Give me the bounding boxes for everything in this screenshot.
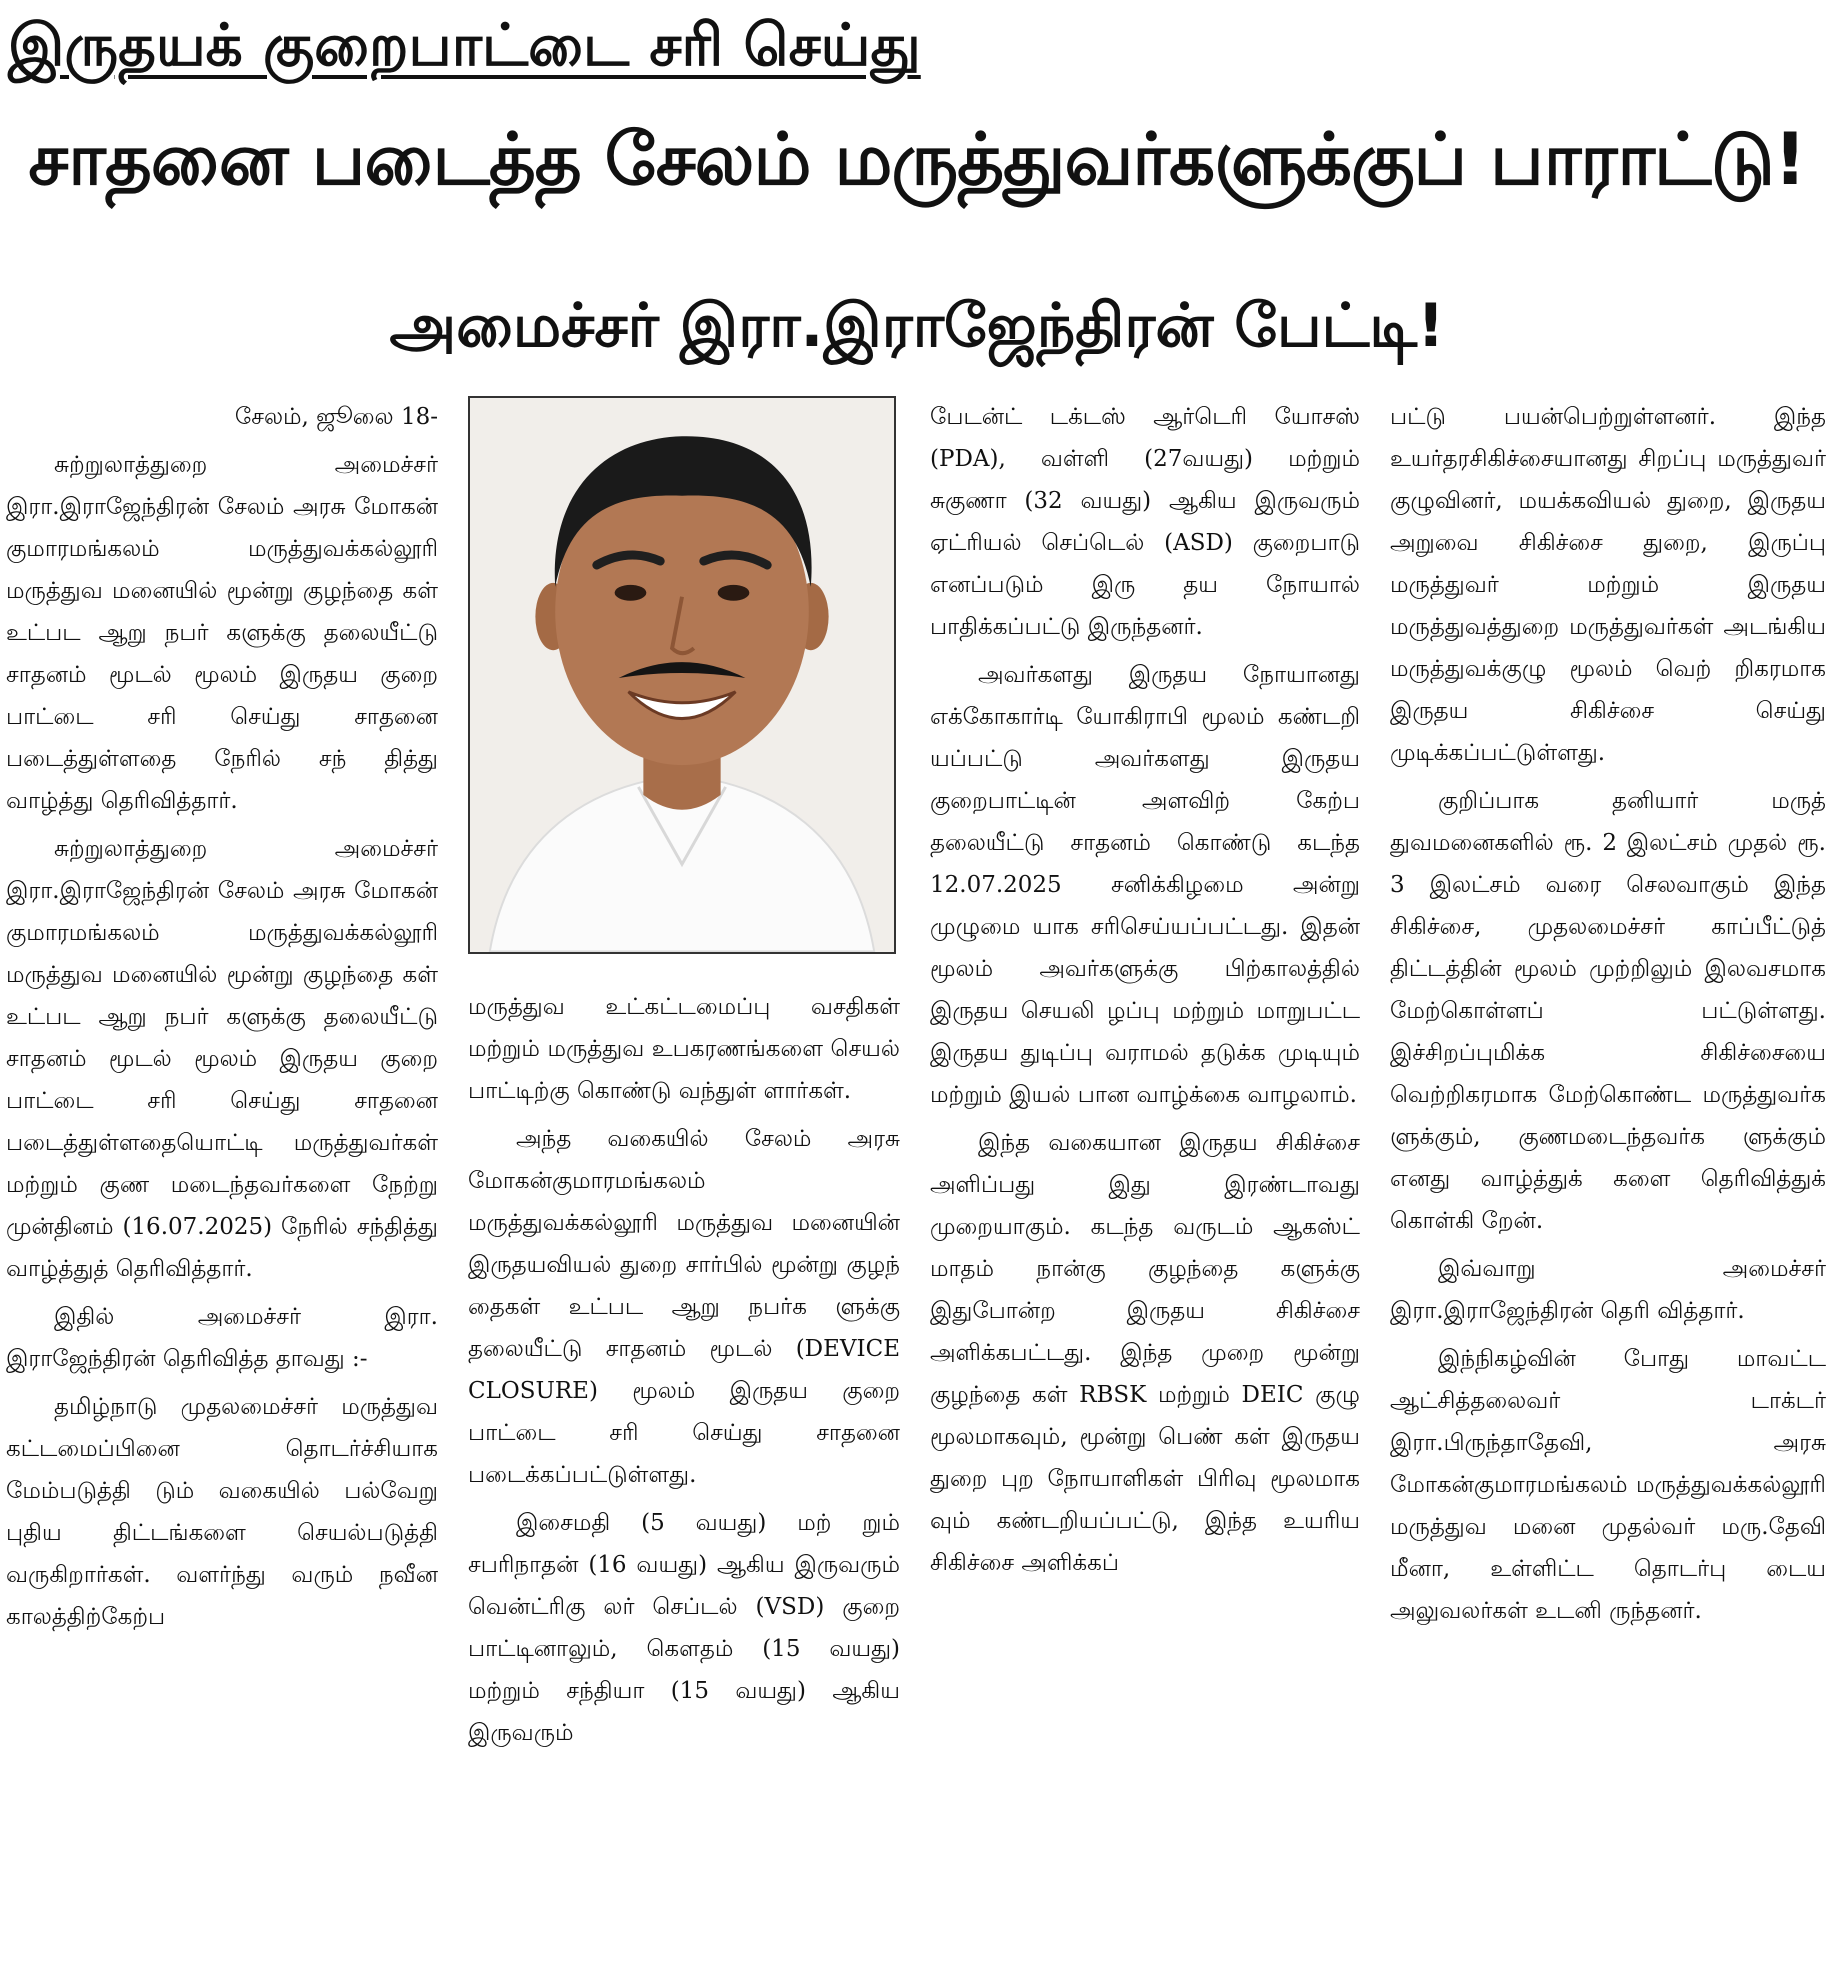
paragraph: இந்த வகையான இருதய சிகிச்சை அளிப்பது இது இரண்டாவது முறையாகும். கடந்த வருடம் ஆகஸ்ட் மாதம் நான்கு குழந்தை களுக்கு இதுபோன்ற இருதய சிகிச்சை அளிக்கபட்டது. இந்த முறை மூன்று குழந்தை கள் RBSK மற்றும் DEIC குழு மூலமாகவும், மூன்று பெண் கள் இருதய துறை புற நோயாளிகள் பிரிவு மூலமாக வும் கண்டறியப்பட்டு, இந்த உயரிய சிகிச்சை அளிக்கப்: [930, 1130, 1360, 1576]
paragraph: மருத்துவ உட்கட்டமைப்பு வசதிகள் மற்றும் மருத்துவ உபகரணங்களை செயல் பாட்டிற்கு கொண்டு வந்துள் ளார்கள்.: [468, 994, 900, 1104]
minister-photo: [468, 396, 896, 954]
dateline: சேலம், ஜூலை 18-: [234, 404, 438, 430]
paragraph: இசைமதி (5 வயது) மற் றும் சபரிநாதன் (16 வயது) ஆகிய இருவரும் வென்ட்ரிகு லர் செப்டல் (VSD) குறை பாட்டினாலும், கௌதம் (15 வயது) மற்றும் சந்தியா (15 வயது) ஆகிய இருவரும்: [468, 1510, 900, 1746]
paragraph: இவ்வாறு அமைச்சர் இரா.இராஜேந்திரன் தெரி வித்தார்.: [1390, 1256, 1826, 1324]
paragraph: இதில் அமைச்சர் இரா. இராஜேந்திரன் தெரிவித்த தாவது :-: [6, 1304, 438, 1372]
article-subheadline: அமைச்சர் இரா.இராஜேந்திரன் பேட்டி!: [389, 291, 1445, 361]
text-column-2: [468, 986, 900, 1952]
paragraph: இந்நிகழ்வின் போது மாவட்ட ஆட்சித்தலைவர் டாக்டர் இரா.பிருந்தாதேவி, அரசு மோகன்குமாரமங்கலம் மருத்துவக்கல்லூரி மருத்துவ மனை முதல்வர் மரு.தேவி மீனா, உள்ளிட்ட தொடர்பு டைய அலுவலர்கள் உடனி ருந்தனர்.: [1390, 1346, 1826, 1624]
paragraph: குறிப்பாக தனியார் மருத் துவமனைகளில் ரூ. 2 இலட்சம் முதல் ரூ. 3 இலட்சம் வரை செலவாகும் இந்த சிகிச்சை, முதலமைச்சர் காப்பீட்டுத் திட்டத்தின் மூலம் முற்றிலும் இலவசமாக மேற்கொள்ளப் பட்டுள்ளது. இச்சிறப்புமிக்க சிகிச்சையை வெற்றிகரமாக மேற்கொண்ட மருத்துவர்க ளுக்கும், குணமடைந்தவர்க ளுக்கும் எனது வாழ்த்துக் களை தெரிவித்துக் கொள்கி றேன்.: [1390, 788, 1826, 1234]
paragraph: அவர்களது இருதய நோயானது எக்கோகார்டி யோகிராபி மூலம் கண்டறி யப்பட்டு அவர்களது இருதய குறைபாட்டின் அளவிற் கேற்ப தலையீட்டு சாதனம் கொண்டு கடந்த 12.07.2025 சனிக்கிழமை அன்று முழுமை யாக சரிசெய்யப்பட்டது. இதன் மூலம் அவர்களுக்கு பிற்காலத்தில் இருதய செயலி ழப்பு மற்றும் மாறுபட்ட இருதய துடிப்பு வராமல் தடுக்க முடியும் மற்றும் இயல் பான வாழ்க்கை வாழலாம்.: [930, 662, 1360, 1108]
text-column-4: [1390, 396, 1826, 1952]
portrait-illustration: [470, 398, 894, 952]
article-headline: சாதனை படைத்த சேலம் மருத்துவர்களுக்குப் பாராட்டு!: [28, 117, 1806, 201]
article-kicker: இருதயக் குறைபாட்டை சரி செய்து: [8, 11, 921, 79]
paragraph: பேடன்ட் டக்டஸ் ஆர்டெரி யோசஸ் (PDA), வள்ளி (27வயது) மற்றும் சுகுணா (32 வயது) ஆகிய இருவரும் ஏட்ரியல் செப்டெல் (ASD) குறைபாடு எனப்படும் இரு தய நோயால் பாதிக்கப்பட்டு இருந்தனர்.: [930, 404, 1360, 640]
paragraph: சுற்றுலாத்துறை அமைச்சர் இரா.இராஜேந்திரன் சேலம் அரசு மோகன் குமாரமங்கலம் மருத்துவக்கல்லூரி மருத்துவ மனையில் மூன்று குழந்தை கள் உட்பட ஆறு நபர் களுக்கு தலையீட்டு சாதனம் மூடல் மூலம் இருதய குறை பாட்டை சரி செய்து சாதனை படைத்துள்ளதையொட்டி மருத்துவர்கள் மற்றும் குண மடைந்தவர்களை நேற்று முன்தினம் (16.07.2025) நேரில் சந்தித்து வாழ்த்துத் தெரிவித்தார்.: [6, 836, 438, 1282]
text-column-3: [930, 396, 1360, 1952]
text-column-1: [6, 396, 438, 1952]
paragraph: தமிழ்நாடு முதலமைச்சர் மருத்துவ கட்டமைப்பினை தொடர்ச்சியாக மேம்படுத்தி டும் வகையில் பல்வேறு புதிய திட்டங்களை செயல்படுத்தி வருகிறார்கள். வளர்ந்து வரும் நவீன காலத்திற்கேற்ப: [6, 1394, 438, 1630]
paragraph: சுற்றுலாத்துறை அமைச்சர் இரா.இராஜேந்திரன் சேலம் அரசு மோகன் குமாரமங்கலம் மருத்துவக்கல்லூரி மருத்துவ மனையில் மூன்று குழந்தை கள் உட்பட ஆறு நபர் களுக்கு தலையீட்டு சாதனம் மூடல் மூலம் இருதய குறை பாட்டை சரி செய்து சாதனை படைத்துள்ளதை நேரில் சந் தித்து வாழ்த்து தெரிவித்தார்.: [6, 452, 438, 814]
paragraph: அந்த வகையில் சேலம் அரசு மோகன்குமாரமங்கலம் மருத்துவக்கல்லூரி மருத்துவ மனையின் இருதயவியல் துறை சார்பில் மூன்று குழந் தைகள் உட்பட ஆறு நபர்க ளுக்கு தலையீட்டு சாதனம் மூடல் (DEVICE CLOSURE) மூலம் இருதய குறை பாட்டை சரி செய்து சாதனை படைக்கப்பட்டுள்ளது.: [468, 1126, 900, 1488]
paragraph: பட்டு பயன்பெற்றுள்ளனர். இந்த உயர்தரசிகிச்சையானது சிறப்பு மருத்துவர் குழுவினர், மயக்கவியல் துறை, இருதய அறுவை சிகிச்சை துறை, இருப்பு மருத்துவர் மற்றும் இருதய மருத்துவத்துறை மருத்துவர்கள் அடங்கிய மருத்துவக்குழு மூலம் வெற் றிகரமாக இருதய சிகிச்சை செய்து முடிக்கப்பட்டுள்ளது.: [1390, 404, 1826, 766]
